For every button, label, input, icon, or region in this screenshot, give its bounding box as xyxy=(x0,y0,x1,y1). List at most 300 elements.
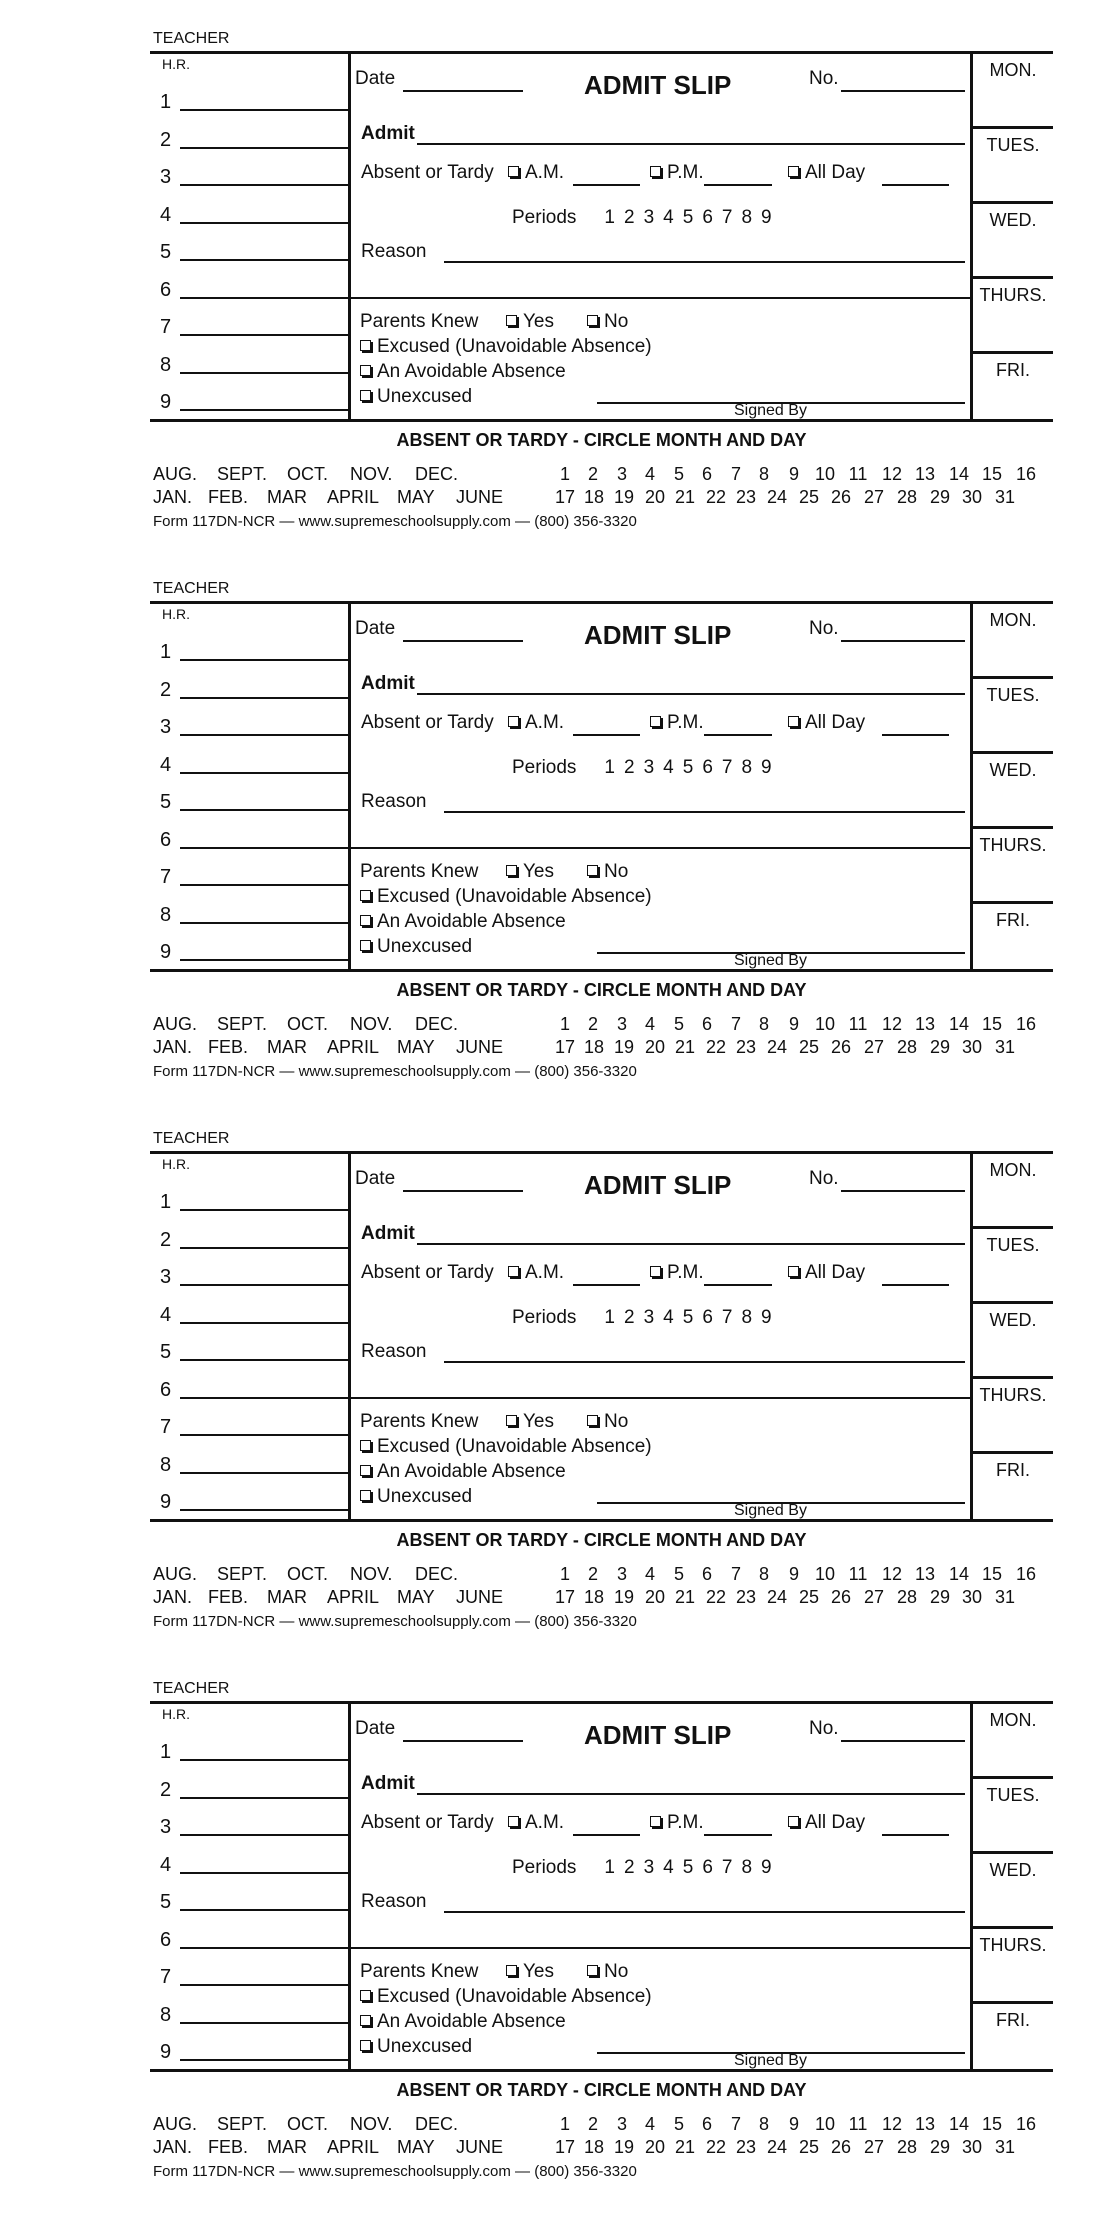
no-option[interactable] xyxy=(587,1961,628,1983)
hr-row[interactable] xyxy=(160,1924,351,1950)
day-number[interactable]: 7 xyxy=(730,1014,741,1034)
weekday-box[interactable] xyxy=(973,904,1053,979)
hr-row-line[interactable] xyxy=(180,659,351,661)
avoidable-checkbox[interactable] xyxy=(360,2015,371,2026)
unexcused-option[interactable] xyxy=(360,386,472,408)
pm-field[interactable] xyxy=(704,712,772,736)
no-checkbox[interactable] xyxy=(587,865,598,876)
hr-row[interactable] xyxy=(160,1449,351,1475)
hr-row-line[interactable] xyxy=(180,1984,351,1986)
no-option[interactable] xyxy=(587,311,628,333)
period-number[interactable]: 7 xyxy=(721,757,733,778)
day-number[interactable]: 29 xyxy=(929,1587,951,1607)
month-option[interactable]: NOV. xyxy=(350,464,393,484)
hr-row-line[interactable] xyxy=(180,1322,351,1324)
period-number[interactable]: 4 xyxy=(663,757,674,778)
month-option[interactable]: AUG. xyxy=(153,1014,198,1034)
day-number[interactable]: 1 xyxy=(559,2114,570,2134)
weekday-box[interactable] xyxy=(973,1379,1053,1454)
all-day-option[interactable] xyxy=(788,1812,865,1834)
no-checkbox[interactable] xyxy=(587,315,598,326)
hr-row[interactable] xyxy=(160,749,351,775)
period-number[interactable]: 9 xyxy=(761,207,772,228)
all-day-checkbox[interactable] xyxy=(788,1266,799,1277)
day-number[interactable]: 1 xyxy=(559,464,570,484)
day-number[interactable]: 31 xyxy=(994,487,1016,507)
hr-row[interactable] xyxy=(160,824,351,850)
hr-row-line[interactable] xyxy=(180,372,351,374)
avoidable-option[interactable] xyxy=(360,361,566,383)
month-option[interactable]: DEC. xyxy=(415,1014,459,1034)
excused-option[interactable] xyxy=(360,1436,652,1458)
month-option[interactable]: MAY xyxy=(397,1587,435,1607)
day-number[interactable]: 28 xyxy=(896,487,918,507)
day-number[interactable]: 17 xyxy=(554,2137,576,2157)
day-number[interactable]: 6 xyxy=(701,464,712,484)
period-number[interactable]: 9 xyxy=(761,1307,772,1328)
unexcused-option[interactable] xyxy=(360,1486,472,1508)
am-checkbox[interactable] xyxy=(508,1816,519,1827)
day-number[interactable]: 17 xyxy=(554,487,576,507)
pm-checkbox[interactable] xyxy=(650,1816,661,1827)
excused-checkbox[interactable] xyxy=(360,890,371,901)
unexcused-checkbox[interactable] xyxy=(360,2040,371,2051)
period-number[interactable]: 2 xyxy=(624,1857,635,1878)
all-day-option[interactable] xyxy=(788,712,865,734)
reason-field[interactable] xyxy=(444,789,965,813)
day-number[interactable]: 24 xyxy=(766,487,788,507)
month-option[interactable]: MAR xyxy=(267,487,307,507)
day-number[interactable]: 3 xyxy=(616,1564,627,1584)
weekday-box[interactable] xyxy=(973,1454,1053,1529)
hr-row-line[interactable] xyxy=(180,734,351,736)
month-option[interactable]: SEPT. xyxy=(217,1564,268,1584)
day-number[interactable]: 15 xyxy=(981,1564,1003,1584)
pm-option[interactable] xyxy=(650,1262,704,1284)
admit-field[interactable] xyxy=(417,1771,965,1795)
excused-option[interactable] xyxy=(360,886,652,908)
day-number[interactable]: 16 xyxy=(1015,1014,1037,1034)
day-number[interactable]: 2 xyxy=(587,1014,598,1034)
period-number[interactable]: 1 xyxy=(604,1857,615,1878)
pm-checkbox[interactable] xyxy=(650,1266,661,1277)
period-number[interactable]: 5 xyxy=(682,1307,694,1328)
weekday-box[interactable] xyxy=(973,54,1053,129)
unexcused-checkbox[interactable] xyxy=(360,940,371,951)
day-number[interactable]: 9 xyxy=(788,2114,799,2134)
admit-field[interactable] xyxy=(417,1221,965,1245)
day-number[interactable]: 8 xyxy=(758,1564,769,1584)
day-number[interactable]: 15 xyxy=(981,464,1003,484)
day-number[interactable]: 2 xyxy=(587,2114,598,2134)
hr-row-line[interactable] xyxy=(180,2022,351,2024)
period-number[interactable]: 3 xyxy=(643,1857,655,1878)
day-number[interactable]: 11 xyxy=(848,1564,868,1584)
day-number[interactable]: 14 xyxy=(948,2114,970,2134)
no-option[interactable] xyxy=(587,861,628,883)
day-number[interactable]: 19 xyxy=(613,1037,635,1057)
day-number[interactable]: 23 xyxy=(735,1037,757,1057)
day-number[interactable]: 30 xyxy=(961,1037,983,1057)
day-number[interactable]: 24 xyxy=(766,2137,788,2157)
hr-row[interactable] xyxy=(160,1186,351,1212)
hr-row[interactable] xyxy=(160,786,351,812)
hr-row-line[interactable] xyxy=(180,1209,351,1211)
hr-row-line[interactable] xyxy=(180,147,351,149)
hr-row-line[interactable] xyxy=(180,1872,351,1874)
avoidable-checkbox[interactable] xyxy=(360,1465,371,1476)
day-number[interactable]: 12 xyxy=(881,464,903,484)
weekday-box[interactable] xyxy=(973,679,1053,754)
day-number[interactable]: 25 xyxy=(798,1587,820,1607)
pm-option[interactable] xyxy=(650,712,704,734)
day-number[interactable]: 6 xyxy=(701,1014,712,1034)
number-field[interactable] xyxy=(841,1168,965,1192)
day-number[interactable]: 31 xyxy=(994,1037,1016,1057)
unexcused-option[interactable] xyxy=(360,2036,472,2058)
month-option[interactable]: SEPT. xyxy=(217,2114,268,2134)
hr-row-line[interactable] xyxy=(180,1397,351,1399)
avoidable-option[interactable] xyxy=(360,2011,566,2033)
day-number[interactable]: 15 xyxy=(981,1014,1003,1034)
day-number[interactable]: 31 xyxy=(994,1587,1016,1607)
period-number[interactable]: 8 xyxy=(741,1307,753,1328)
day-number[interactable]: 15 xyxy=(981,2114,1003,2134)
day-number[interactable]: 27 xyxy=(863,1587,885,1607)
am-checkbox[interactable] xyxy=(508,1266,519,1277)
date-field[interactable] xyxy=(403,1168,523,1192)
period-number[interactable]: 8 xyxy=(741,207,753,228)
day-number[interactable]: 19 xyxy=(613,487,635,507)
day-number[interactable]: 27 xyxy=(863,487,885,507)
hr-row[interactable] xyxy=(160,861,351,887)
hr-row[interactable] xyxy=(160,1299,351,1325)
hr-row-line[interactable] xyxy=(180,259,351,261)
day-number[interactable]: 8 xyxy=(758,464,769,484)
day-number[interactable]: 7 xyxy=(730,2114,741,2134)
yes-option[interactable] xyxy=(506,1961,554,1983)
day-number[interactable]: 23 xyxy=(735,1587,757,1607)
day-number[interactable]: 22 xyxy=(705,2137,727,2157)
month-option[interactable]: MAY xyxy=(397,487,435,507)
all-day-checkbox[interactable] xyxy=(788,1816,799,1827)
pm-checkbox[interactable] xyxy=(650,166,661,177)
month-option[interactable]: AUG. xyxy=(153,1564,198,1584)
period-number[interactable]: 7 xyxy=(721,1307,733,1328)
hr-row[interactable] xyxy=(160,636,351,662)
weekday-box[interactable] xyxy=(973,1854,1053,1929)
all-day-checkbox[interactable] xyxy=(788,716,799,727)
month-option[interactable]: NOV. xyxy=(350,1014,393,1034)
period-number[interactable]: 4 xyxy=(663,1857,674,1878)
day-number[interactable]: 9 xyxy=(788,464,799,484)
hr-row[interactable] xyxy=(160,1849,351,1875)
hr-row-line[interactable] xyxy=(180,184,351,186)
weekday-box[interactable] xyxy=(973,1154,1053,1229)
day-number[interactable]: 19 xyxy=(613,1587,635,1607)
month-option[interactable]: MAR xyxy=(267,2137,307,2157)
day-number[interactable]: 5 xyxy=(673,1014,684,1034)
am-field[interactable] xyxy=(573,162,640,186)
unexcused-checkbox[interactable] xyxy=(360,390,371,401)
pm-field[interactable] xyxy=(704,1812,772,1836)
day-number[interactable]: 7 xyxy=(730,464,741,484)
month-option[interactable]: OCT. xyxy=(287,1014,329,1034)
am-option[interactable] xyxy=(508,1262,564,1284)
day-number[interactable]: 10 xyxy=(814,1014,836,1034)
day-number[interactable]: 1 xyxy=(559,1564,570,1584)
hr-row-line[interactable] xyxy=(180,334,351,336)
month-option[interactable]: FEB. xyxy=(208,1587,249,1607)
day-number[interactable]: 13 xyxy=(914,1564,936,1584)
day-number[interactable]: 11 xyxy=(848,464,868,484)
day-number[interactable]: 25 xyxy=(798,487,820,507)
day-number[interactable]: 5 xyxy=(673,464,684,484)
hr-row-line[interactable] xyxy=(180,1947,351,1949)
hr-row-line[interactable] xyxy=(180,1909,351,1911)
am-option[interactable] xyxy=(508,162,564,184)
period-number[interactable]: 6 xyxy=(702,1857,713,1878)
month-option[interactable]: FEB. xyxy=(208,2137,249,2157)
period-number[interactable]: 4 xyxy=(663,1307,674,1328)
all-day-field[interactable] xyxy=(882,1262,949,1286)
period-number[interactable]: 6 xyxy=(702,1307,713,1328)
month-option[interactable]: APRIL xyxy=(327,1587,380,1607)
hr-row-line[interactable] xyxy=(180,697,351,699)
hr-row[interactable] xyxy=(160,936,351,962)
hr-row[interactable] xyxy=(160,1961,351,1987)
yes-checkbox[interactable] xyxy=(506,1415,517,1426)
reason-field[interactable] xyxy=(444,239,965,263)
number-field[interactable] xyxy=(841,618,965,642)
weekday-box[interactable] xyxy=(973,129,1053,204)
hr-row[interactable] xyxy=(160,386,351,412)
all-day-field[interactable] xyxy=(882,162,949,186)
day-number[interactable]: 18 xyxy=(583,487,605,507)
period-number[interactable]: 5 xyxy=(682,757,694,778)
hr-row-line[interactable] xyxy=(180,1509,351,1511)
weekday-box[interactable] xyxy=(973,754,1053,829)
day-number[interactable]: 20 xyxy=(644,1037,666,1057)
day-number[interactable]: 19 xyxy=(613,2137,635,2157)
day-number[interactable]: 13 xyxy=(914,2114,936,2134)
day-number[interactable]: 2 xyxy=(587,1564,598,1584)
hr-row-line[interactable] xyxy=(180,809,351,811)
day-number[interactable]: 17 xyxy=(554,1587,576,1607)
reason-field[interactable] xyxy=(444,1889,965,1913)
day-number[interactable]: 20 xyxy=(644,2137,666,2157)
excused-option[interactable] xyxy=(360,1986,652,2008)
hr-row-line[interactable] xyxy=(180,1359,351,1361)
yes-option[interactable] xyxy=(506,861,554,883)
all-day-option[interactable] xyxy=(788,162,865,184)
month-option[interactable]: JUNE xyxy=(456,487,504,507)
day-number[interactable]: 27 xyxy=(863,1037,885,1057)
day-number[interactable]: 3 xyxy=(616,2114,627,2134)
day-number[interactable]: 26 xyxy=(830,1037,852,1057)
hr-row[interactable] xyxy=(160,124,351,150)
day-number[interactable]: 30 xyxy=(961,487,983,507)
month-option[interactable]: JAN. xyxy=(153,1037,193,1057)
hr-row[interactable] xyxy=(160,236,351,262)
hr-row[interactable] xyxy=(160,311,351,337)
yes-checkbox[interactable] xyxy=(506,1965,517,1976)
month-option[interactable]: OCT. xyxy=(287,1564,329,1584)
day-number[interactable]: 10 xyxy=(814,1564,836,1584)
day-number[interactable]: 21 xyxy=(674,487,696,507)
pm-field[interactable] xyxy=(704,162,772,186)
hr-row[interactable] xyxy=(160,274,351,300)
all-day-field[interactable] xyxy=(882,1812,949,1836)
day-number[interactable]: 21 xyxy=(674,2137,696,2157)
period-number[interactable]: 1 xyxy=(604,757,615,778)
hr-row[interactable] xyxy=(160,711,351,737)
day-number[interactable]: 23 xyxy=(735,2137,757,2157)
day-number[interactable]: 25 xyxy=(798,2137,820,2157)
day-number[interactable]: 7 xyxy=(730,1564,741,1584)
hr-row[interactable] xyxy=(160,1261,351,1287)
hr-row-line[interactable] xyxy=(180,884,351,886)
hr-row-line[interactable] xyxy=(180,772,351,774)
pm-checkbox[interactable] xyxy=(650,716,661,727)
period-number[interactable]: 6 xyxy=(702,757,713,778)
day-number[interactable]: 30 xyxy=(961,2137,983,2157)
day-number[interactable]: 14 xyxy=(948,1014,970,1034)
yes-option[interactable] xyxy=(506,1411,554,1433)
hr-row-line[interactable] xyxy=(180,1284,351,1286)
period-number[interactable]: 3 xyxy=(643,207,655,228)
day-number[interactable]: 4 xyxy=(644,2114,655,2134)
month-option[interactable]: DEC. xyxy=(415,2114,459,2134)
unexcused-option[interactable] xyxy=(360,936,472,958)
day-number[interactable]: 9 xyxy=(788,1564,799,1584)
weekday-box[interactable] xyxy=(973,204,1053,279)
pm-field[interactable] xyxy=(704,1262,772,1286)
all-day-option[interactable] xyxy=(788,1262,865,1284)
am-option[interactable] xyxy=(508,712,564,734)
hr-row[interactable] xyxy=(160,1736,351,1762)
admit-field[interactable] xyxy=(417,671,965,695)
month-option[interactable]: MAR xyxy=(267,1037,307,1057)
month-option[interactable]: JAN. xyxy=(153,1587,193,1607)
hr-row[interactable] xyxy=(160,1886,351,1912)
period-number[interactable]: 5 xyxy=(682,1857,694,1878)
day-number[interactable]: 6 xyxy=(701,2114,712,2134)
day-number[interactable]: 26 xyxy=(830,2137,852,2157)
day-number[interactable]: 18 xyxy=(583,1587,605,1607)
hr-row[interactable] xyxy=(160,1336,351,1362)
period-number[interactable]: 9 xyxy=(761,757,772,778)
period-number[interactable]: 4 xyxy=(663,207,674,228)
day-number[interactable]: 22 xyxy=(705,1037,727,1057)
date-field[interactable] xyxy=(403,68,523,92)
day-number[interactable]: 3 xyxy=(616,1014,627,1034)
number-field[interactable] xyxy=(841,1718,965,1742)
period-number[interactable]: 7 xyxy=(721,207,733,228)
hr-row[interactable] xyxy=(160,1411,351,1437)
hr-row[interactable] xyxy=(160,1224,351,1250)
day-number[interactable]: 20 xyxy=(644,487,666,507)
day-number[interactable]: 22 xyxy=(705,487,727,507)
day-number[interactable]: 12 xyxy=(881,2114,903,2134)
day-number[interactable]: 3 xyxy=(616,464,627,484)
hr-row[interactable] xyxy=(160,1811,351,1837)
weekday-box[interactable] xyxy=(973,829,1053,904)
no-option[interactable] xyxy=(587,1411,628,1433)
am-field[interactable] xyxy=(573,712,640,736)
month-option[interactable]: FEB. xyxy=(208,487,249,507)
day-number[interactable]: 8 xyxy=(758,1014,769,1034)
signature-field[interactable] xyxy=(597,930,965,954)
day-number[interactable]: 26 xyxy=(830,487,852,507)
hr-row-line[interactable] xyxy=(180,409,351,411)
weekday-box[interactable] xyxy=(973,1929,1053,2004)
day-number[interactable]: 22 xyxy=(705,1587,727,1607)
reason-field[interactable] xyxy=(444,1339,965,1363)
month-option[interactable]: OCT. xyxy=(287,2114,329,2134)
yes-checkbox[interactable] xyxy=(506,865,517,876)
weekday-box[interactable] xyxy=(973,1779,1053,1854)
day-number[interactable]: 14 xyxy=(948,464,970,484)
hr-row[interactable] xyxy=(160,674,351,700)
day-number[interactable]: 13 xyxy=(914,1014,936,1034)
day-number[interactable]: 16 xyxy=(1015,2114,1037,2134)
month-option[interactable]: OCT. xyxy=(287,464,329,484)
day-number[interactable]: 18 xyxy=(583,1037,605,1057)
hr-row-line[interactable] xyxy=(180,109,351,111)
day-number[interactable]: 28 xyxy=(896,1587,918,1607)
period-number[interactable]: 6 xyxy=(702,207,713,228)
hr-row[interactable] xyxy=(160,349,351,375)
day-number[interactable]: 16 xyxy=(1015,1564,1037,1584)
period-number[interactable]: 2 xyxy=(624,207,635,228)
unexcused-checkbox[interactable] xyxy=(360,1490,371,1501)
hr-row-line[interactable] xyxy=(180,1247,351,1249)
period-number[interactable]: 8 xyxy=(741,1857,753,1878)
hr-row[interactable] xyxy=(160,1486,351,1512)
weekday-box[interactable] xyxy=(973,354,1053,429)
day-number[interactable]: 16 xyxy=(1015,464,1037,484)
weekday-box[interactable] xyxy=(973,279,1053,354)
period-number[interactable]: 5 xyxy=(682,207,694,228)
yes-checkbox[interactable] xyxy=(506,315,517,326)
signature-field[interactable] xyxy=(597,1480,965,1504)
signature-field[interactable] xyxy=(597,380,965,404)
day-number[interactable]: 17 xyxy=(554,1037,576,1057)
day-number[interactable]: 12 xyxy=(881,1014,903,1034)
day-number[interactable]: 31 xyxy=(994,2137,1016,2157)
day-number[interactable]: 12 xyxy=(881,1564,903,1584)
day-number[interactable]: 30 xyxy=(961,1587,983,1607)
excused-checkbox[interactable] xyxy=(360,340,371,351)
hr-row[interactable] xyxy=(160,1374,351,1400)
month-option[interactable]: MAY xyxy=(397,1037,435,1057)
day-number[interactable]: 20 xyxy=(644,1587,666,1607)
avoidable-checkbox[interactable] xyxy=(360,365,371,376)
period-number[interactable]: 7 xyxy=(721,1857,733,1878)
day-number[interactable]: 28 xyxy=(896,2137,918,2157)
day-number[interactable]: 10 xyxy=(814,2114,836,2134)
hr-row[interactable] xyxy=(160,1999,351,2025)
period-number[interactable]: 2 xyxy=(624,1307,635,1328)
admit-field[interactable] xyxy=(417,121,965,145)
month-option[interactable]: DEC. xyxy=(415,1564,459,1584)
weekday-box[interactable] xyxy=(973,1704,1053,1779)
day-number[interactable]: 24 xyxy=(766,1587,788,1607)
month-option[interactable]: AUG. xyxy=(153,2114,198,2134)
hr-row-line[interactable] xyxy=(180,1472,351,1474)
period-number[interactable]: 1 xyxy=(604,207,615,228)
